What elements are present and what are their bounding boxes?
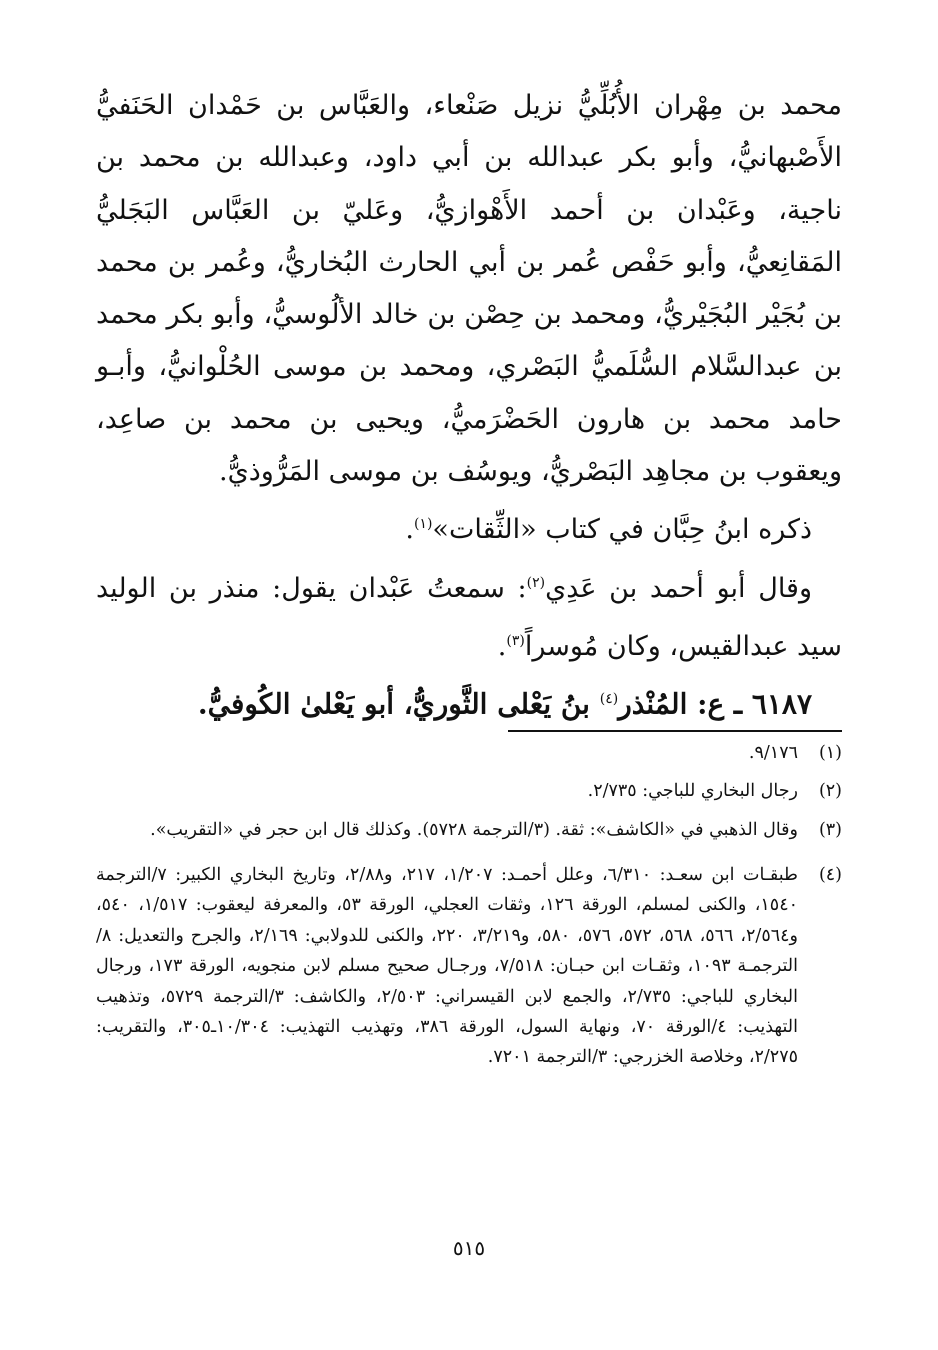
entry-rest: بنُ يَعْلى الثَّوريُّ، أبو يَعْلىٰ الكُوفيُّ. <box>197 687 600 721</box>
footnote-ref-4[interactable]: (٤) <box>599 691 619 708</box>
ibn-hibban-text: ذكره ابنُ حِبَّان في كتاب «الثِّقات» <box>432 514 812 546</box>
ibn-adi-paragraph <box>96 557 842 674</box>
ibn-adi-end: . <box>497 630 507 662</box>
ibn-hibban-end: . <box>405 514 414 546</box>
ibn-adi-text-a: وقال أبو أحمد بن عَدِي <box>545 572 812 604</box>
footnote-ref-1[interactable]: (١) <box>413 516 433 533</box>
footnote-number: (١) <box>818 743 842 763</box>
narrators-text: محمد بن مِهْران الأُبُلِّيُّ نزيل صَنْعاء، والعَبَّاس بن حَمْدان الحَنَفيُّ الأَصْبهانيُّ، وأبو بكر عبدالله بن أبي داود، وعبدالله بن محمد بن ناجية، وعَبْدان بن أحمد الأَهْوازيُّ، وعَليّ بن العَبَّاس البَجَليُّ المَقانِعيُّ، وأبو حَفْص عُمر بن أبي الحارث البُخاريُّ، وعُمر بن محمد بن بُجَيْر البُجَيْريُّ، ومحمد بن حِصْن بن خالد الألُوسيُّ، وأبو بكر محمد بن عبدالسَّلام السُّلَميُّ البَصْري، ومحمد بن موسى الحُلْوانيُّ، وأبـو حامد محمد بن هارون الحَضْرَميُّ، ويحيى بن محمد بن صاعِد، ويعقوب بن مجاهِد البَصْريُّ، ويوسُف بن موسى المَرُّوذيُّ. <box>96 90 842 488</box>
main-text <box>96 80 842 731</box>
footnote-number: (٢) <box>818 781 842 801</box>
footnote-3 <box>96 815 842 846</box>
narrators-paragraph <box>96 80 842 498</box>
footnote-text: رجال البخاري للباجي: ٢/٧٣٥. <box>587 781 798 801</box>
ibn-adi-text-b: : سمعتُ عَبْدان يقول: منذر بن الوليد سيد عبدالقيس، وكان مُوسراً <box>96 572 842 662</box>
footnote-separator <box>508 730 842 732</box>
footnote-4 <box>96 860 842 1073</box>
entry-heading <box>96 673 842 731</box>
footnote-ref-2[interactable]: (٢) <box>526 574 546 591</box>
footnote-ref-3[interactable]: (٣) <box>506 632 525 649</box>
footnote-number: (٣) <box>818 820 842 840</box>
footnote-1 <box>96 737 842 769</box>
page-number: ٥١٥ <box>452 1236 486 1260</box>
ibn-hibban-paragraph <box>96 498 842 556</box>
footnote-text: وقال الذهبي في «الكاشف»: ثقة. (٣/الترجمة ٥٧٢٨). وكذلك قال ابن حجر في «التقريب». <box>150 820 798 840</box>
footnote-text: ٩/١٧٦. <box>748 743 798 763</box>
entry-number-name: ٦١٨٧ ـ ع: المُنْذر <box>618 687 812 721</box>
footnote-text: طبقـات ابن سعـد: ٦/٣١٠، وعلل أحمـد: ١/٢٠٧، ٢١٧، و٢/٨٨، وتاريخ البخاري الكبير: ٧/الترجمة ١٥٤٠، والكنى لمسلم، الورقة ١٢٦، وثقات العجلي، الورقة ٥٣، والمعرفة ليعقوب: ١/٥١٧، ٥٤٠، و٢/٥٦٤، ٥٦٦، ٥٦٨، ٥٧٢، ٥٧٦، ٥٨٠، و٣/٢١٩، ٢٢٠، والكنى للدولابي: ٢/١٦٩، والجرح والتعديل: ٨/الترجمـة ١٠٩٣، وثقـات ابن حبـان: ٧/٥١٨، ورجـال صحيح مسلم لابن منجويه، الورقة ١٧٣، ورجال البخاري للباجي: ٢/٧٣٥، والجمع لابن القيسراني: ٢/٥٠٣، والكاشف: ٣/الترجمة ٥٧٢٩، وتذهيب التهذيب: ٤/الورقة ٧٠، ونهاية السول، الورقة ٣٨٦، وتهذيب التهذيب: ١٠/٣٠٤ـ٣٠٥، والتقريب: ٢/٢٧٥، وخلاصة الخزرجي: ٣/الترجمة ٧٢٠١. <box>96 865 798 1068</box>
footnote-number: (٤) <box>818 865 842 885</box>
footnote-2 <box>96 776 842 807</box>
footnotes <box>96 737 842 1073</box>
